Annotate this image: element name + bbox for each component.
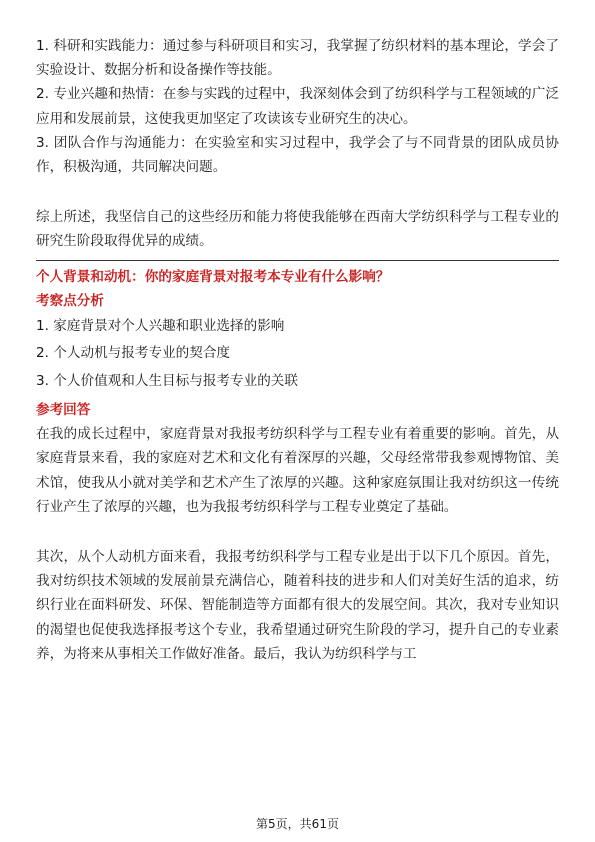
spacer — [36, 519, 559, 545]
intro-item-2: 2. 专业兴趣和热情：在参与实践的过程中，我深刻体会到了纺织科学与工程领域的广泛应用和发展前景，这使我更加坚定了攻读该专业研究生的决心。 — [36, 86, 559, 127]
intro-item-3: 3. 团队合作与沟通能力：在实验室和实习过程中，我学会了与不同背景的团队成员协作，积极沟通，共同解决问题。 — [36, 134, 559, 176]
intro-item-1: 1. 科研和实践能力：通过参与科研项目和实习，我掌握了纺织材料的基本理论，学会了实验设计、数据分析和设备操作等技能。 — [36, 38, 559, 79]
document-page — [36, 34, 559, 666]
page-footer: 第5页，共61页 — [256, 817, 339, 831]
analysis-item-1: 1. 家庭背景对个人兴趣和职业选择的影响 — [36, 317, 285, 334]
answer-heading: 参考回答 — [36, 402, 91, 419]
analysis-heading: 考察点分析 — [36, 292, 104, 309]
answer-paragraph-1: 在我的成长过程中，家庭背景对我报考纺织科学与工程专业有着重要的影响。首先，从家庭背景来看，我的家庭对艺术和文化有着深厚的兴趣，父母经常带我参观博物馆、美术馆，使我从小就对美学和艺术产生了浓厚的兴趣。这种家庭氛围让我对纺织这一传统行业产生了浓厚的兴趣，也为我报考纺织科学与工程专业奠定了基础。 — [36, 426, 559, 515]
analysis-item-3: 3. 个人价值观和人生目标与报考专业的关联 — [36, 372, 298, 389]
question-heading: 个人背景和动机：你的家庭背景对报考本专业有什么影响？ — [36, 268, 390, 285]
analysis-item-2: 2. 个人动机与报考专业的契合度 — [36, 345, 231, 362]
summary-paragraph: 综上所述，我坚信自己的这些经历和能力将使我能够在西南大学纺织科学与工程专业的研究生阶段取得优异的成绩。 — [36, 209, 559, 250]
spacer — [36, 179, 559, 205]
section-divider — [36, 260, 559, 261]
answer-paragraph-2: 其次，从个人动机方面来看，我报考纺织科学与工程专业是出于以下几个原因。首先，我对纺织技术领域的发展前景充满信心，随着科技的进步和人们对美好生活的追求，纺织行业在面料研发、环保、智能制造等方面都有很大的发展空间。其次，我对专业知识的渴望也促使我选择报考这个专业，我希望通过研究生阶段的学习，提升自己的专业素养，为将来从事相关工作做好准备。最后，我认为纺织科学与工 — [36, 548, 559, 662]
